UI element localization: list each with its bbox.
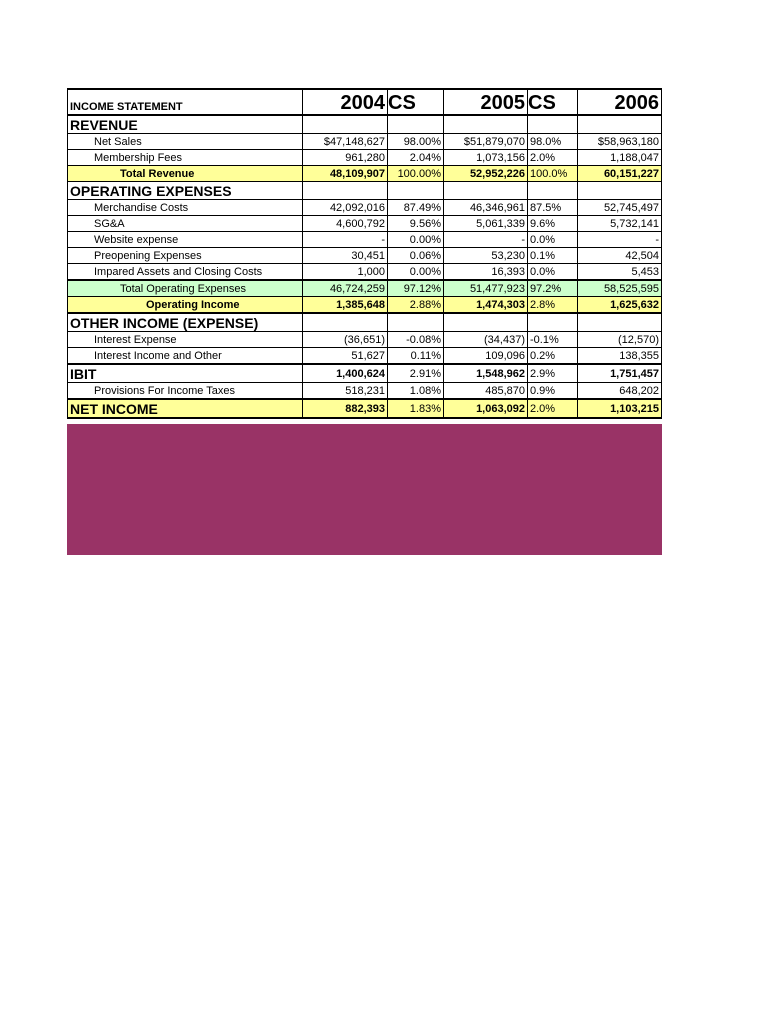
value-2005: 1,474,303 [444,297,528,314]
value-2004: 4,600,792 [303,216,388,232]
common-size-2004-header: CS [388,89,444,115]
cs-2005: 2.9% [528,364,578,383]
cs-2005: 9.6% [528,216,578,232]
value-2004: 882,393 [303,399,388,418]
value-2006: - [578,232,662,248]
value-2004: 30,451 [303,248,388,264]
table-row [68,232,662,248]
cs-2005: 0.0% [528,264,578,281]
table-row [68,332,662,348]
value-2006: 648,202 [578,383,662,400]
table-row [68,134,662,150]
value-2006: $58,963,180 [578,134,662,150]
value-2004: 518,231 [303,383,388,400]
value-2005: 1,073,156 [444,150,528,166]
value-2006: 5,453 [578,264,662,281]
value-2005: 52,952,226 [444,166,528,182]
operating-income-row [68,297,662,314]
section-revenue-label: REVENUE [68,115,303,134]
value-2004: 51,627 [303,348,388,365]
cs-2005: 100.0% [528,166,578,182]
value-2005: 5,061,339 [444,216,528,232]
value-2004: 1,385,648 [303,297,388,314]
section-row-other-income [68,313,662,332]
cs-2004: 9.56% [388,216,444,232]
cs-2004: -0.08% [388,332,444,348]
value-2004: 42,092,016 [303,200,388,216]
row-label: Operating Income [68,297,303,314]
cs-2004: 87.49% [388,200,444,216]
value-2005: 485,870 [444,383,528,400]
value-2005: 53,230 [444,248,528,264]
row-label: Interest Income and Other [68,348,303,365]
row-label: Website expense [68,232,303,248]
year-2006-header: 2006 [578,89,662,115]
cs-2005: 0.9% [528,383,578,400]
statement-title: INCOME STATEMENT [68,89,303,115]
table-row [68,200,662,216]
cs-2004: 1.08% [388,383,444,400]
row-label: Interest Expense [68,332,303,348]
common-size-2005-header: CS [528,89,578,115]
table-row [68,150,662,166]
value-2006: 138,355 [578,348,662,365]
table-row [68,383,662,400]
section-row-revenue [68,115,662,134]
total-revenue-row [68,166,662,182]
row-label: Membership Fees [68,150,303,166]
section-other-income-label: OTHER INCOME (EXPENSE) [68,313,303,332]
table-row [68,216,662,232]
value-2004: 1,400,624 [303,364,388,383]
cs-2004: 97.12% [388,280,444,297]
cs-2005: 2.0% [528,150,578,166]
cs-2005: 2.0% [528,399,578,418]
cs-2005: 2.8% [528,297,578,314]
value-2006: 52,745,497 [578,200,662,216]
cs-2004: 2.88% [388,297,444,314]
value-2005: 1,548,962 [444,364,528,383]
value-2006: 42,504 [578,248,662,264]
value-2004: 1,000 [303,264,388,281]
value-2005: 16,393 [444,264,528,281]
row-label: Impared Assets and Closing Costs [68,264,303,281]
section-row-operating-expenses [68,182,662,200]
cs-2004: 0.11% [388,348,444,365]
row-label: Provisions For Income Taxes [68,383,303,400]
cs-2005: 98.0% [528,134,578,150]
value-2005: - [444,232,528,248]
value-2005: 51,477,923 [444,280,528,297]
row-label: Merchandise Costs [68,200,303,216]
year-2004-header: 2004 [303,89,388,115]
ibit-label: IBIT [68,364,303,383]
cs-2004: 98.00% [388,134,444,150]
cs-2004: 2.91% [388,364,444,383]
row-label: Total Operating Expenses [68,280,303,297]
header-row [68,89,662,115]
income-statement-table [67,88,662,419]
value-2006: 1,751,457 [578,364,662,383]
maroon-banner [67,424,662,555]
table-row [68,248,662,264]
row-label: SG&A [68,216,303,232]
value-2006: 1,625,632 [578,297,662,314]
value-2005: 46,346,961 [444,200,528,216]
row-label: Preopening Expenses [68,248,303,264]
value-2006: 58,525,595 [578,280,662,297]
year-2005-header: 2005 [444,89,528,115]
cs-2005: 0.2% [528,348,578,365]
row-label: Total Revenue [68,166,303,182]
value-2006: 1,188,047 [578,150,662,166]
cs-2004: 2.04% [388,150,444,166]
table-row [68,264,662,281]
cs-2005: 0.1% [528,248,578,264]
cs-2004: 0.00% [388,264,444,281]
value-2005: $51,879,070 [444,134,528,150]
cs-2005: -0.1% [528,332,578,348]
value-2004: $47,148,627 [303,134,388,150]
value-2006: 60,151,227 [578,166,662,182]
value-2005: 109,096 [444,348,528,365]
cs-2004: 0.00% [388,232,444,248]
value-2004: (36,651) [303,332,388,348]
cs-2004: 1.83% [388,399,444,418]
income-statement-sheet [67,88,661,419]
ibit-row [68,364,662,383]
value-2004: 961,280 [303,150,388,166]
value-2005: (34,437) [444,332,528,348]
net-income-label: NET INCOME [68,399,303,418]
table-row [68,348,662,365]
value-2006: 1,103,215 [578,399,662,418]
value-2005: 1,063,092 [444,399,528,418]
cs-2004: 0.06% [388,248,444,264]
value-2004: 46,724,259 [303,280,388,297]
section-opex-label: OPERATING EXPENSES [68,182,303,200]
net-income-row [68,399,662,418]
value-2004: - [303,232,388,248]
row-label: Net Sales [68,134,303,150]
total-operating-expenses-row [68,280,662,297]
cs-2005: 87.5% [528,200,578,216]
value-2006: (12,570) [578,332,662,348]
cs-2005: 0.0% [528,232,578,248]
cs-2004: 100.00% [388,166,444,182]
cs-2005: 97.2% [528,280,578,297]
value-2004: 48,109,907 [303,166,388,182]
value-2006: 5,732,141 [578,216,662,232]
